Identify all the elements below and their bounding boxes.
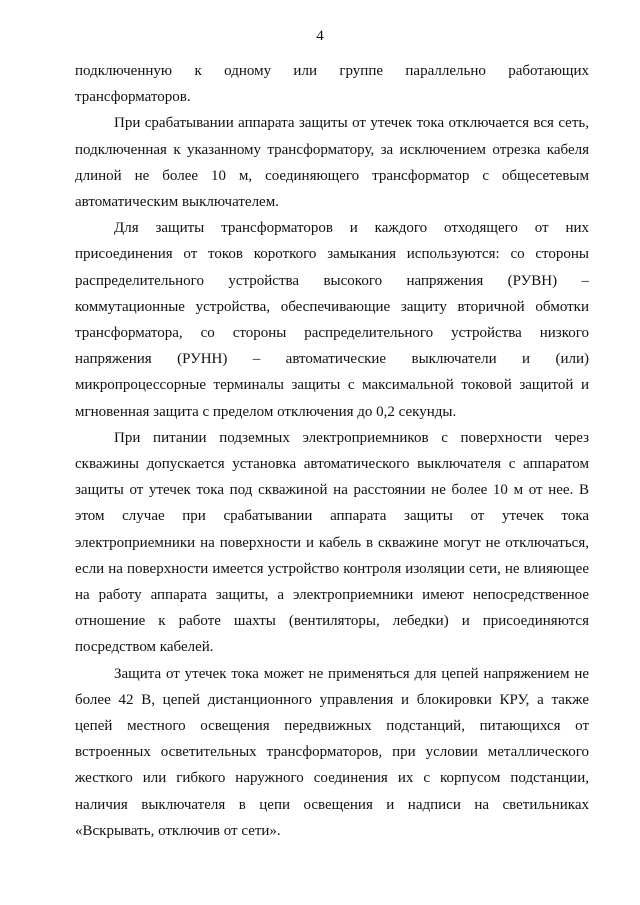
document-body [75,58,589,844]
paragraph-borehole-power-supply: При питании подземных электроприемников с поверхности через скважины допускается установка автоматического выключателя с аппаратом защиты от утечек тока под скважиной на расстоянии не более 10 м от нее. В этом случае при срабатывании аппарата защиты от утечек тока электроприемники на поверхности и кабель в скважине могут не отключаться, если на поверхности имеется устройство контроля изоляции сети, не влияющее на работу аппарата защиты, а электроприемники имеют непосредственное отношение к работе шахты (вентиляторы, лебедки) и присоединяются посредством кабелей. [75,429,589,656]
paragraph-short-circuit-protection: Для защиты трансформаторов и каждого отходящего от них присоединения от токов короткого замыкания используются: со стороны распределительного устройства высокого напряжения (РУВН) – коммутационные устройства, обеспечивающие защиту вторичной обмотки трансформатора, со стороны распределительного устройства низкого напряжения (РУНН) – автоматические выключатели и (или) микропроцессорные терминалы защиты с максимальной токовой защитой и мгновенная защита с пределом отключения до 0,2 секунды. [75,220,589,420]
paragraph-leakage-protection-trip: При срабатывании аппарата защиты от утечек тока отключается вся сеть, подключенная к указанному трансформатору, за исключением отрезка кабеля длиной не более 10 м, соединяющего трансформатор с общесетевым автоматическим выключателем. [75,115,589,211]
page-number: 4 [316,28,324,44]
paragraph-continuation: подключенную к одному или группе параллельно работающих трансформаторов. [75,63,589,106]
paragraph-protection-exemptions: Защита от утечек тока может не применяться для цепей напряжением не более 42 В, цепей дистанционного управления и блокировки КРУ, а также цепей местного освещения передвижных подстанций, питающихся от встроенных осветительных трансформаторов, при условии металлического жесткого или гибкого наружного соединения их с корпусом подстанции, наличия выключателя в цепи освещения и надписи на светильниках «Вскрывать, отключив от сети». [75,665,589,839]
